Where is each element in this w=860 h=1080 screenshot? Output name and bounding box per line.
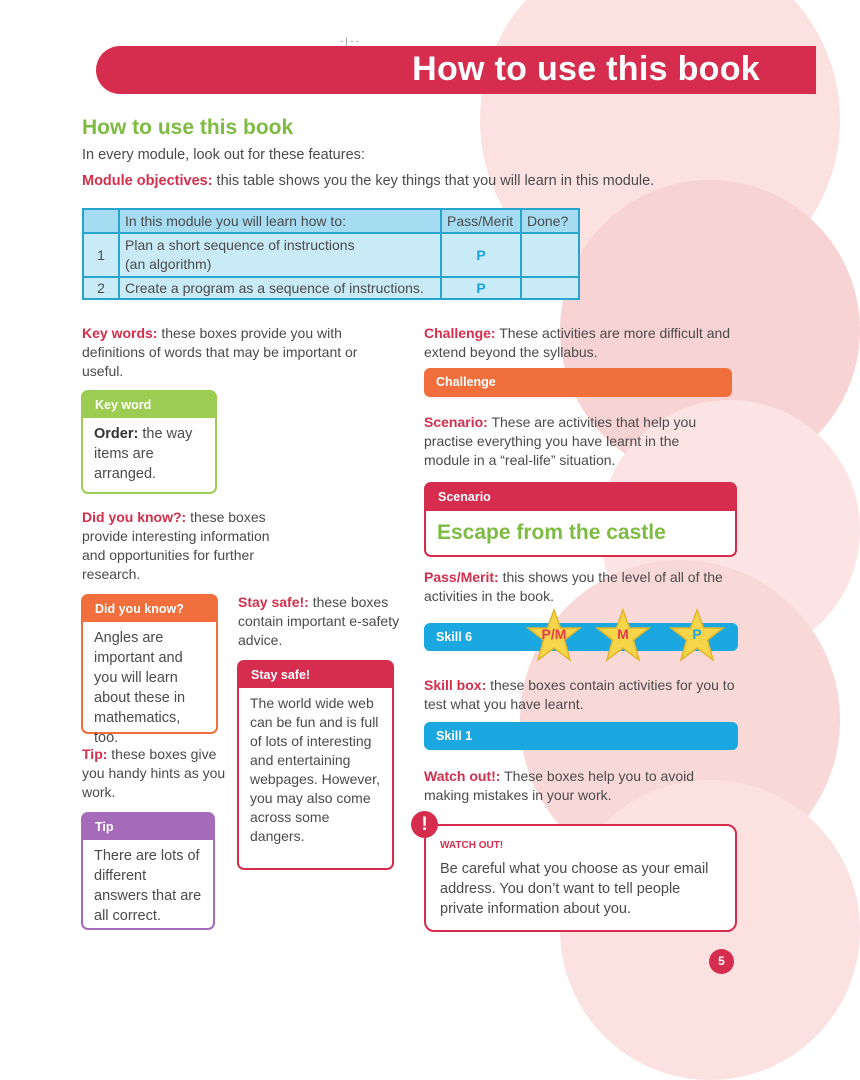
challenge-bar: Challenge xyxy=(424,368,732,397)
scenario-box xyxy=(424,482,737,557)
warning-icon: ! xyxy=(411,811,438,838)
star-level: P/M xyxy=(541,626,567,642)
watch-out-description xyxy=(424,767,729,805)
skill-box-text: these boxes contain activities for you to test what you have learnt. xyxy=(424,677,735,712)
watch-out-box xyxy=(424,824,737,932)
key-word-box xyxy=(81,390,217,494)
tip-box-body: There are lots of different answers that are all correct. xyxy=(94,848,202,924)
objective-cell xyxy=(119,233,441,277)
stay-safe-text: these boxes contain important e-safety advice. xyxy=(238,594,400,648)
banner-title: How to use this book xyxy=(412,50,760,88)
stay-safe-box-title: Stay safe! xyxy=(239,662,392,688)
star-badge xyxy=(595,608,651,664)
scenario-box-heading: Escape from the castle xyxy=(437,521,666,544)
challenge-text: These activities are more difficult and extend beyond the syllabus. xyxy=(424,325,731,360)
watch-out-box-body: Be careful what you choose as your email address. You don’t want to tell people private information about you. xyxy=(440,861,709,917)
intro-lead: In every module, look out for these features: xyxy=(82,147,365,163)
tip-box-title: Tip xyxy=(83,814,213,840)
key-word-box-title: Key word xyxy=(83,392,215,418)
did-you-know-text: these boxes provide interesting information and opportunities for further research. xyxy=(82,509,270,582)
scenario-text: These are activities that help you practise everything you have learnt in the module in a “real-life” situation. xyxy=(424,414,697,468)
page-number: 5 xyxy=(709,949,734,974)
objectives-label: Module objectives: xyxy=(82,173,213,189)
key-word-definition: the way items are arranged. xyxy=(94,426,193,482)
objectives-text: this table shows you the key things that you will learn in this module. xyxy=(212,173,655,189)
table-header-row xyxy=(83,209,579,233)
star-badge xyxy=(669,608,725,664)
star-level: M xyxy=(617,626,629,642)
did-you-know-box-title: Did you know? xyxy=(83,596,216,622)
table-row xyxy=(83,277,579,299)
objectives-description xyxy=(82,172,654,191)
star-badge xyxy=(526,608,582,664)
scenario-box-title: Scenario xyxy=(426,484,735,511)
objective-line: (an algorithm) xyxy=(125,256,212,272)
row-number: 2 xyxy=(83,277,119,299)
challenge-label: Challenge: xyxy=(424,325,496,341)
skill-box-description xyxy=(424,676,739,714)
done-cell xyxy=(521,233,579,277)
stay-safe-description xyxy=(238,593,402,650)
key-words-text: these boxes provide you with definitions of words that may be important or useful. xyxy=(82,325,358,379)
stay-safe-box-body: The world wide web can be fun and is full of lots of interesting and entertaining webpages. However, you may also come across some dangers. xyxy=(250,695,380,844)
watch-out-text: These boxes help you to avoid making mistakes in your work. xyxy=(424,768,695,803)
watch-out-box-title: WATCH OUT! xyxy=(440,840,504,851)
pass-merit-text: this shows you the level of all of the activities in the book. xyxy=(424,569,723,604)
pass-merit-label: Pass/Merit: xyxy=(424,569,499,585)
did-you-know-description xyxy=(82,508,288,584)
pass-merit-cell: P xyxy=(441,277,521,299)
stay-safe-label: Stay safe!: xyxy=(238,594,309,610)
did-you-know-box xyxy=(81,594,218,746)
table-header-cell: In this module you will learn how to: xyxy=(119,209,441,233)
table-header-cell: Pass/Merit xyxy=(441,209,521,233)
objective-cell: Create a program as a sequence of instructions. xyxy=(119,277,441,299)
stay-safe-box xyxy=(237,660,394,870)
key-word-box-body xyxy=(83,418,215,490)
did-you-know-box-body: Angles are important and you will learn about these in mathematics, too. xyxy=(94,630,186,746)
key-words-label: Key words: xyxy=(82,325,158,341)
table-header-cell xyxy=(83,209,119,233)
objective-line: Plan a short sequence of instructions xyxy=(125,237,355,253)
pass-merit-cell: P xyxy=(441,233,521,277)
row-number: 1 xyxy=(83,233,119,277)
key-words-description xyxy=(82,324,400,381)
pass-merit-description xyxy=(424,568,729,606)
did-you-know-label: Did you know?: xyxy=(82,509,187,525)
skill-6-bar: Skill 6 xyxy=(424,623,738,651)
tip-description xyxy=(82,745,230,802)
tip-text: these boxes give you handy hints as you work. xyxy=(82,746,226,800)
title-banner xyxy=(96,46,816,94)
challenge-description xyxy=(424,324,734,362)
scenario-description xyxy=(424,413,729,470)
star-level: P xyxy=(692,626,702,642)
skill-box-label: Skill box: xyxy=(424,677,487,693)
key-word-term: Order: xyxy=(94,426,139,442)
tip-box xyxy=(81,812,215,930)
top-mark: - | - - xyxy=(340,36,359,46)
objectives-table xyxy=(82,208,580,300)
skill-1-bar: Skill 1 xyxy=(424,722,738,750)
watch-out-label: Watch out!: xyxy=(424,768,501,784)
table-header-cell: Done? xyxy=(521,209,579,233)
table-row xyxy=(83,233,579,277)
section-heading: How to use this book xyxy=(82,116,294,139)
scenario-label: Scenario: xyxy=(424,414,488,430)
tip-label: Tip: xyxy=(82,746,108,762)
done-cell xyxy=(521,277,579,299)
